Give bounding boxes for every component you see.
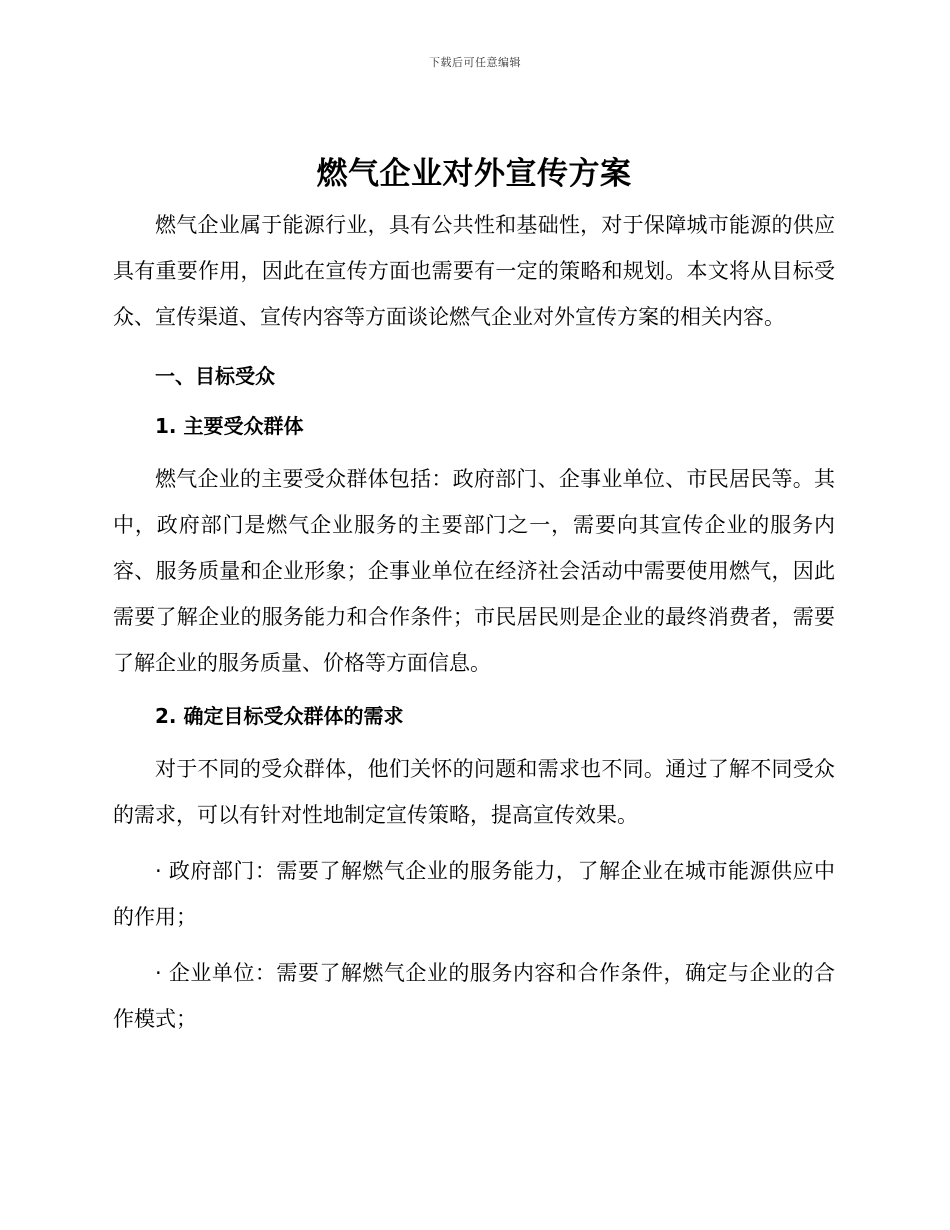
bullet-enterprise: · 企业单位：需要了解燃气企业的服务内容和合作条件，确定与企业的合作模式； (113, 961, 835, 1031)
header-note: 下载后可任意编辑 (429, 56, 521, 69)
intro-paragraph: 燃气企业属于能源行业，具有公共性和基础性，对于保障城市能源的供应具有重要作用，因此在宣传方面也需要有一定的策略和规划。本文将从目标受众、宣传渠道、宣传内容等方面谈论燃气企业对外宣传方案的相关内容。 (113, 213, 835, 329)
section-heading-target-audience: 一、目标受众 (155, 364, 275, 388)
document-title: 燃气企业对外宣传方案 (316, 156, 632, 192)
document-body (113, 146, 835, 1042)
subsection-heading-audience-needs: 2. 确定目标受众群体的需求 (155, 704, 404, 728)
bullet-government: · 政府部门：需要了解燃气企业的服务能力，了解企业在城市能源供应中的作用； (113, 859, 835, 929)
subsection-heading-main-audience: 1. 主要受众群体 (155, 414, 304, 438)
audience-needs-paragraph: 对于不同的受众群体，他们关怀的问题和需求也不同。通过了解不同受众的需求，可以有针对性地制定宣传策略，提高宣传效果。 (113, 757, 835, 827)
main-audience-paragraph: 燃气企业的主要受众群体包括：政府部门、企事业单位、市民居民等。其中，政府部门是燃气企业服务的主要部门之一，需要向其宣传企业的服务内容、服务质量和企业形象；企事业单位在经济社会活动中需要使用燃气，因此需要了解企业的服务能力和合作条件；市民居民则是企业的最终消费者，需要了解企业的服务质量、价格等方面信息。 (113, 467, 835, 675)
